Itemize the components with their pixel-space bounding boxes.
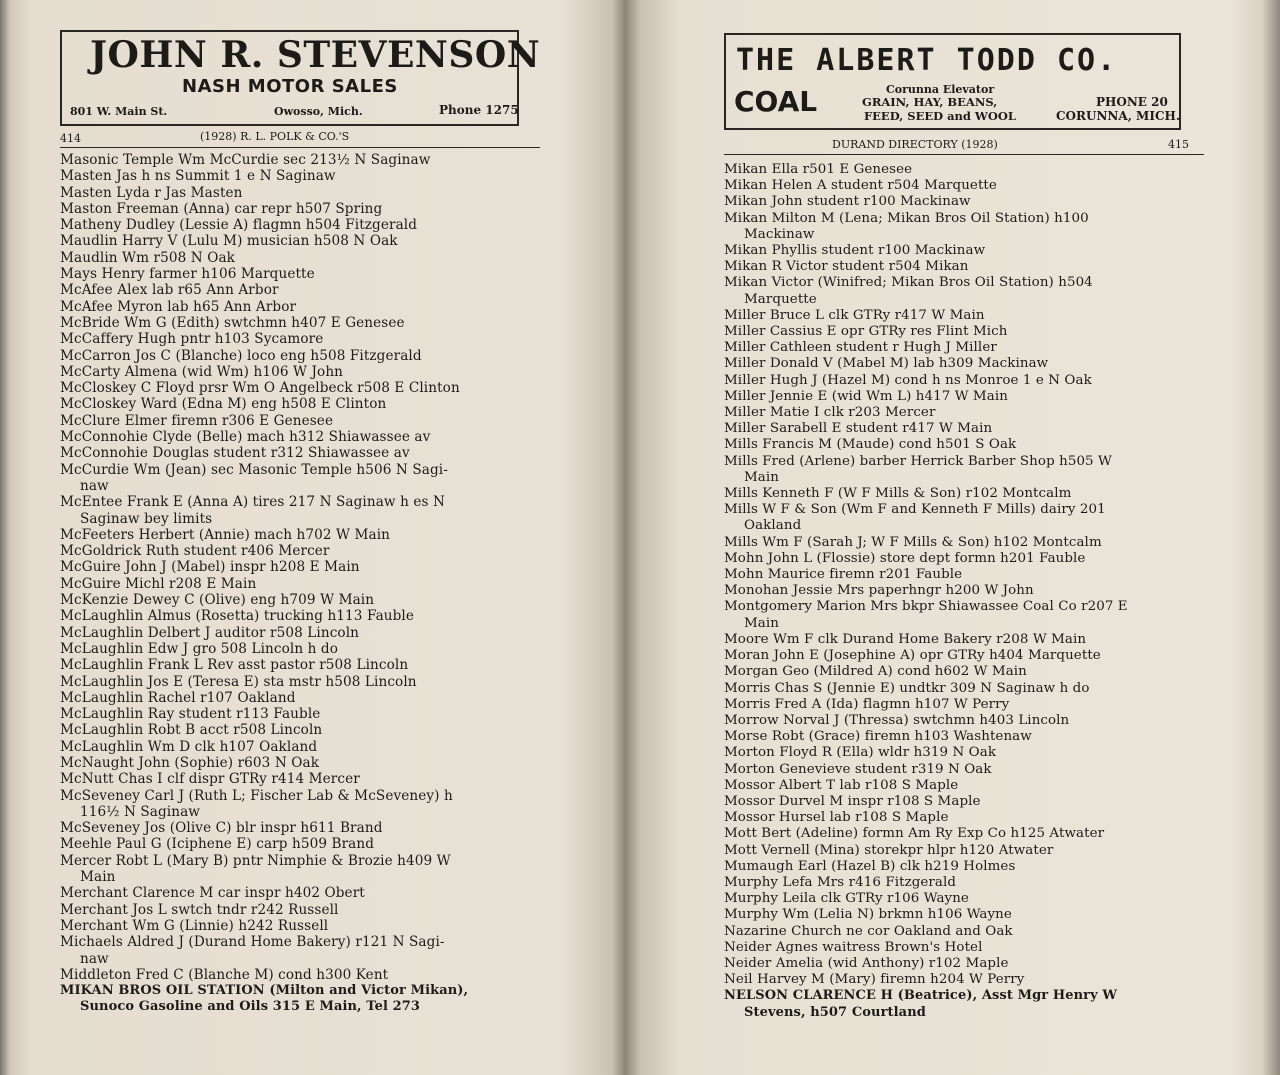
entry-line: McGoldrick Ruth student r406 Mercer: [60, 543, 330, 560]
entry-line: McKenzie Dewey C (Olive) eng h709 W Main: [60, 592, 375, 609]
directory-entry: [60, 625, 550, 641]
header-rule: [60, 147, 540, 148]
entry-line: Morris Chas S (Jennie E) undtkr 309 N Saginaw h do: [724, 680, 1090, 696]
entry-line: McConnohie Clyde (Belle) mach h312 Shiawassee av: [60, 429, 431, 446]
directory-entry: [60, 201, 550, 217]
directory-entry: [60, 331, 550, 347]
entry-line: Mikan Ella r501 E Genesee: [724, 162, 913, 177]
entry-continuation: Main: [80, 869, 116, 886]
entry-line: Miller Matie I clk r203 Mercer: [724, 405, 936, 421]
directory-entry: [724, 940, 1214, 956]
directory-entry: [60, 185, 550, 201]
entry-line: McCurdie Wm (Jean) sec Masonic Temple h506 N Sagi-: [60, 461, 448, 478]
directory-entry: [724, 567, 1214, 583]
directory-entry: [60, 413, 550, 429]
directory-entry: [724, 956, 1214, 972]
directory-entry: [60, 902, 550, 918]
directory-entry: [60, 576, 550, 592]
directory-entry: [724, 405, 1214, 421]
entry-line: Miller Donald V (Mabel M) lab h309 Mackinaw: [724, 356, 1049, 372]
entry-line: Mercer Robt L (Mary B) pntr Nimphie & Brozie h409 W: [60, 852, 451, 869]
entry-line: Merchant Jos L swtch tndr r242 Russell: [60, 901, 339, 918]
directory-entry: [60, 690, 550, 706]
entry-line: Mott Bert (Adeline) formn Am Ry Exp Co h125 Atwater: [724, 826, 1105, 842]
directory-entry: [60, 494, 550, 527]
entry-line: Mossor Hursel lab r108 S Maple: [724, 810, 949, 826]
running-title: DURAND DIRECTORY (1928): [832, 138, 998, 151]
entry-line: Miller Sarabell E student r417 W Main: [724, 421, 993, 437]
ad-phone: Phone 1275: [439, 103, 519, 117]
entry-line: Murphy Leila clk GTRy r106 Wayne: [724, 891, 969, 907]
entry-line: Matheny Dudley (Lessie A) flagmn h504 Fitzgerald: [60, 217, 418, 234]
directory-entry: [724, 599, 1214, 631]
directory-entry: [60, 429, 550, 445]
entry-line: Mikan Helen A student r504 Marquette: [724, 178, 997, 194]
ad-coal: COAL: [734, 85, 818, 118]
directory-entry: [724, 664, 1214, 680]
directory-entry: [724, 421, 1214, 437]
entry-line: Morse Robt (Grace) firemn h103 Washtenaw: [724, 729, 1032, 745]
entry-line: Morton Genevieve student r319 N Oak: [724, 761, 992, 777]
directory-entry: [60, 608, 550, 624]
directory-entry: [724, 924, 1214, 940]
directory-entry: [724, 907, 1214, 923]
entry-line: Monohan Jessie Mrs paperhngr h200 W John: [724, 583, 1034, 599]
entry-line: McSeveney Carl J (Ruth L; Fischer Lab & McSeveney) h: [60, 787, 453, 804]
directory-entry: [60, 445, 550, 461]
directory-entry: [60, 396, 550, 412]
directory-entry: [724, 259, 1214, 275]
directory-entry: [60, 282, 550, 298]
directory-entry: [724, 875, 1214, 891]
entry-line: Murphy Wm (Lelia N) brkmn h106 Wayne: [724, 907, 1012, 923]
directory-entries-left: [60, 152, 550, 1016]
entry-line: McAfee Alex lab r65 Ann Arbor: [60, 282, 279, 299]
entry-line: Mikan John student r100 Mackinaw: [724, 194, 971, 210]
directory-entry: [60, 755, 550, 771]
directory-entry: [724, 389, 1214, 405]
entry-line: NELSON CLARENCE H (Beatrice), Asst Mgr Henry W: [724, 988, 1118, 1004]
entry-line: Montgomery Marion Mrs bkpr Shiawassee Coal Co r207 E: [724, 599, 1128, 615]
entry-line: McEntee Frank E (Anna A) tires 217 N Saginaw h es N: [60, 494, 446, 511]
directory-entry: [724, 843, 1214, 859]
ad-address: 801 W. Main St.: [70, 105, 168, 118]
entry-line: Mohn John L (Flossie) store dept formn h201 Fauble: [724, 550, 1086, 566]
entry-line: Morton Floyd R (Ella) wldr h319 N Oak: [724, 745, 997, 761]
directory-entry: [60, 217, 550, 233]
directory-entry: [724, 373, 1214, 389]
entry-continuation: Saginaw bey limits: [80, 510, 213, 527]
entry-line: Miller Cathleen student r Hugh J Miller: [724, 340, 997, 356]
directory-entry: [724, 681, 1214, 697]
directory-entry: [60, 348, 550, 364]
directory-entry: [724, 859, 1214, 875]
directory-entry: [724, 356, 1214, 372]
entry-line: McLaughlin Rachel r107 Oakland: [60, 689, 296, 706]
directory-entry: [724, 729, 1214, 745]
entry-line: Mikan R Victor student r504 Mikan: [724, 259, 969, 275]
bold-directory-entry: [724, 988, 1214, 1020]
entry-line: Middleton Fred C (Blanche M) cond h300 Kent: [60, 966, 389, 983]
entry-line: Mossor Albert T lab r108 S Maple: [724, 777, 959, 793]
ad-business: NASH MOTOR SALES: [182, 76, 398, 97]
directory-entry: [724, 794, 1214, 810]
directory-entry: [724, 583, 1214, 599]
entry-line: Meehle Paul G (Iciphene E) carp h509 Brand: [60, 836, 375, 853]
entry-line: Mikan Victor (Winifred; Mikan Bros Oil Station) h504: [724, 275, 1093, 291]
directory-entry: [60, 820, 550, 836]
entry-line: Morgan Geo (Mildred A) cond h602 W Main: [724, 664, 1027, 680]
entry-line: McLaughlin Wm D clk h107 Oakland: [60, 738, 318, 755]
entry-line: Neider Agnes waitress Brown's Hotel: [724, 939, 983, 955]
directory-entry: [724, 194, 1214, 210]
directory-entry: [724, 437, 1214, 453]
directory-entry: [60, 771, 550, 787]
directory-entry: [60, 934, 550, 967]
directory-entry: [724, 162, 1214, 178]
ad-city: Owosso, Mich.: [274, 105, 363, 118]
directory-entry: [724, 211, 1214, 243]
entry-line: Mills W F & Son (Wm F and Kenneth F Mills) dairy 201: [724, 502, 1106, 518]
page-number: 414: [60, 132, 81, 145]
entry-line: McLaughlin Jos E (Teresa E) sta mstr h508 Lincoln: [60, 673, 417, 690]
entry-line: Mossor Durvel M inspr r108 S Maple: [724, 793, 981, 809]
entry-continuation: Sunoco Gasoline and Oils 315 E Main, Tel 273: [80, 999, 421, 1015]
entry-line: Maudlin Wm r508 N Oak: [60, 249, 236, 266]
directory-entry: [724, 762, 1214, 778]
directory-entry: [724, 308, 1214, 324]
entry-line: Maudlin Harry V (Lulu M) musician h508 N Oak: [60, 233, 398, 250]
directory-entry: [724, 713, 1214, 729]
entry-continuation: Mackinaw: [744, 226, 815, 242]
entry-continuation: Main: [744, 469, 780, 485]
entry-line: McCarty Almena (wid Wm) h106 W John: [60, 363, 344, 380]
entry-line: Miller Cassius E opr GTRy res Flint Mich: [724, 324, 1008, 340]
directory-entry: [724, 648, 1214, 664]
directory-entry: [724, 502, 1214, 534]
entry-line: McLaughlin Ray student r113 Fauble: [60, 706, 321, 723]
directory-entry: [60, 657, 550, 673]
entry-continuation: naw: [80, 477, 109, 494]
entry-line: Moore Wm F clk Durand Home Bakery r208 W Main: [724, 631, 1087, 647]
entry-line: Mikan Milton M (Lena; Mikan Bros Oil Station) h100: [724, 210, 1089, 226]
directory-entry: [60, 380, 550, 396]
directory-entry: [60, 315, 550, 331]
entry-continuation: naw: [80, 950, 109, 967]
entry-line: Mills Francis M (Maude) cond h501 S Oak: [724, 437, 1017, 453]
ad-products-line2: FEED, SEED and WOOL: [864, 109, 1016, 123]
directory-entry: [724, 778, 1214, 794]
entry-line: McNutt Chas I clf dispr GTRy r414 Mercer: [60, 771, 360, 788]
directory-entry: [724, 178, 1214, 194]
right-page: [640, 0, 1280, 1075]
entry-line: McNaught John (Sophie) r603 N Oak: [60, 754, 320, 771]
entry-line: Neil Harvey M (Mary) firemn h204 W Perry: [724, 972, 1025, 988]
directory-entry: [724, 486, 1214, 502]
directory-entry: [60, 543, 550, 559]
entry-line: McCarron Jos C (Blanche) loco eng h508 Fitzgerald: [60, 347, 422, 364]
directory-entry: [724, 972, 1214, 988]
entry-line: McBride Wm G (Edith) swtchmn h407 E Genesee: [60, 314, 405, 331]
entry-line: McCloskey C Floyd prsr Wm O Angelbeck r508 E Clinton: [60, 380, 460, 397]
directory-entry: [60, 168, 550, 184]
entry-continuation: Oakland: [744, 518, 802, 534]
directory-entry: [724, 454, 1214, 486]
entry-line: Michaels Aldred J (Durand Home Bakery) r121 N Sagi-: [60, 934, 445, 951]
entry-line: Mott Vernell (Mina) storekpr hlpr h120 Atwater: [724, 842, 1054, 858]
directory-entry: [60, 250, 550, 266]
directory-entries-right: [724, 162, 1214, 1021]
directory-entry: [724, 826, 1214, 842]
entry-line: McGuire John J (Mabel) inspr h208 E Main: [60, 559, 360, 576]
left-page: [0, 0, 620, 1075]
directory-entry: [60, 967, 550, 983]
entry-line: Mohn Maurice firemn r201 Fauble: [724, 567, 963, 583]
directory-entry: [60, 527, 550, 543]
entry-line: McClure Elmer firemn r306 E Genesee: [60, 412, 334, 429]
stevenson-advertisement: [60, 30, 541, 126]
directory-entry: [724, 535, 1214, 551]
entry-line: Miller Hugh J (Hazel M) cond h ns Monroe 1 e N Oak: [724, 372, 1092, 388]
ad-phone: PHONE 20: [1096, 95, 1168, 109]
directory-entry: [60, 836, 550, 852]
entry-line: Mills Kenneth F (W F Mills & Son) r102 Montcalm: [724, 486, 1072, 502]
entry-line: McLaughlin Almus (Rosetta) trucking h113 Fauble: [60, 608, 415, 625]
entry-line: McLaughlin Frank L Rev asst pastor r508 Lincoln: [60, 657, 409, 674]
directory-entry: [724, 275, 1214, 307]
entry-line: McLaughlin Delbert J auditor r508 Lincoln: [60, 624, 360, 641]
entry-line: Nazarine Church ne cor Oakland and Oak: [724, 923, 1013, 939]
directory-entry: [724, 891, 1214, 907]
entry-line: Moran John E (Josephine A) opr GTRy h404 Marquette: [724, 648, 1101, 664]
entry-line: MIKAN BROS OIL STATION (Milton and Victor Mikan),: [60, 983, 469, 999]
entry-line: McLaughlin Edw J gro 508 Lincoln h do: [60, 640, 338, 657]
entry-line: Mays Henry farmer h106 Marquette: [60, 266, 315, 283]
entry-line: McFeeters Herbert (Annie) mach h702 W Main: [60, 526, 391, 543]
ad-elevator: Corunna Elevator: [886, 83, 995, 96]
directory-entry: [60, 233, 550, 249]
ad-name: THE ALBERT TODD CO.: [736, 43, 1118, 78]
entry-line: McSeveney Jos (Olive C) blr inspr h611 Brand: [60, 820, 383, 837]
directory-entry: [60, 674, 550, 690]
header-rule: [724, 154, 1204, 155]
directory-entry: [60, 739, 550, 755]
entry-continuation: Stevens, h507 Courtland: [744, 1004, 926, 1020]
entry-line: McCaffery Hugh pntr h103 Sycamore: [60, 331, 324, 348]
directory-entry: [60, 152, 550, 168]
entry-line: Maston Freeman (Anna) car repr h507 Spring: [60, 200, 383, 217]
directory-entry: [60, 885, 550, 901]
entry-continuation: Main: [744, 615, 780, 631]
directory-entry: [60, 299, 550, 315]
directory-entry: [724, 632, 1214, 648]
entry-line: Mikan Phyllis student r100 Mackinaw: [724, 243, 986, 259]
directory-entry: [60, 706, 550, 722]
ad-products-line1: GRAIN, HAY, BEANS,: [862, 95, 998, 109]
directory-entry: [60, 853, 550, 886]
entry-line: Merchant Clarence M car inspr h402 Obert: [60, 885, 365, 902]
bold-directory-entry: [60, 983, 550, 1016]
directory-entry: [724, 551, 1214, 567]
entry-line: Mumaugh Earl (Hazel B) clk h219 Holmes: [724, 858, 1016, 874]
directory-entry: [724, 324, 1214, 340]
entry-line: Mills Fred (Arlene) barber Herrick Barber Shop h505 W: [724, 453, 1112, 469]
entry-line: Miller Jennie E (wid Wm L) h417 W Main: [724, 388, 1008, 404]
directory-entry: [60, 462, 550, 495]
directory-entry: [60, 559, 550, 575]
entry-continuation: Marquette: [744, 291, 817, 307]
directory-entry: [60, 641, 550, 657]
entry-line: McAfee Myron lab h65 Ann Arbor: [60, 298, 297, 315]
directory-entry: [724, 243, 1214, 259]
entry-line: Neider Amelia (wid Anthony) r102 Maple: [724, 955, 1009, 971]
ad-city: CORUNNA, MICH.: [1056, 109, 1181, 123]
page-number: 415: [1168, 138, 1189, 151]
entry-line: Murphy Lefa Mrs r416 Fitzgerald: [724, 874, 957, 890]
ad-name: JOHN R. STEVENSON: [90, 34, 541, 76]
entry-line: Mills Wm F (Sarah J; W F Mills & Son) h102 Montcalm: [724, 534, 1102, 550]
directory-entry: [60, 364, 550, 380]
entry-line: Morrow Norval J (Thressa) swtchmn h403 Lincoln: [724, 712, 1070, 728]
entry-line: Morris Fred A (Ida) flagmn h107 W Perry: [724, 696, 1010, 712]
entry-line: Masonic Temple Wm McCurdie sec 213½ N Saginaw: [60, 152, 431, 168]
directory-entry: [60, 788, 550, 821]
directory-entry: [724, 810, 1214, 826]
directory-entry: [60, 722, 550, 738]
directory-entry: [724, 745, 1214, 761]
entry-line: McConnohie Douglas student r312 Shiawassee av: [60, 445, 410, 462]
entry-line: McLaughlin Robt B acct r508 Lincoln: [60, 722, 323, 739]
entry-line: Masten Lyda r Jas Masten: [60, 184, 243, 201]
albert-todd-advertisement: [724, 33, 1181, 130]
directory-entry: [60, 266, 550, 282]
entry-line: Merchant Wm G (Linnie) h242 Russell: [60, 917, 329, 934]
running-title: (1928) R. L. POLK & CO.'S: [200, 130, 350, 143]
entry-line: Masten Jas h ns Summit 1 e N Saginaw: [60, 168, 336, 185]
directory-entry: [724, 697, 1214, 713]
directory-entry: [60, 592, 550, 608]
entry-line: McGuire Michl r208 E Main: [60, 575, 257, 592]
entry-line: Miller Bruce L clk GTRy r417 W Main: [724, 307, 985, 323]
directory-entry: [724, 340, 1214, 356]
entry-continuation: 116½ N Saginaw: [80, 803, 201, 820]
entry-line: McCloskey Ward (Edna M) eng h508 E Clinton: [60, 396, 387, 413]
directory-entry: [60, 918, 550, 934]
